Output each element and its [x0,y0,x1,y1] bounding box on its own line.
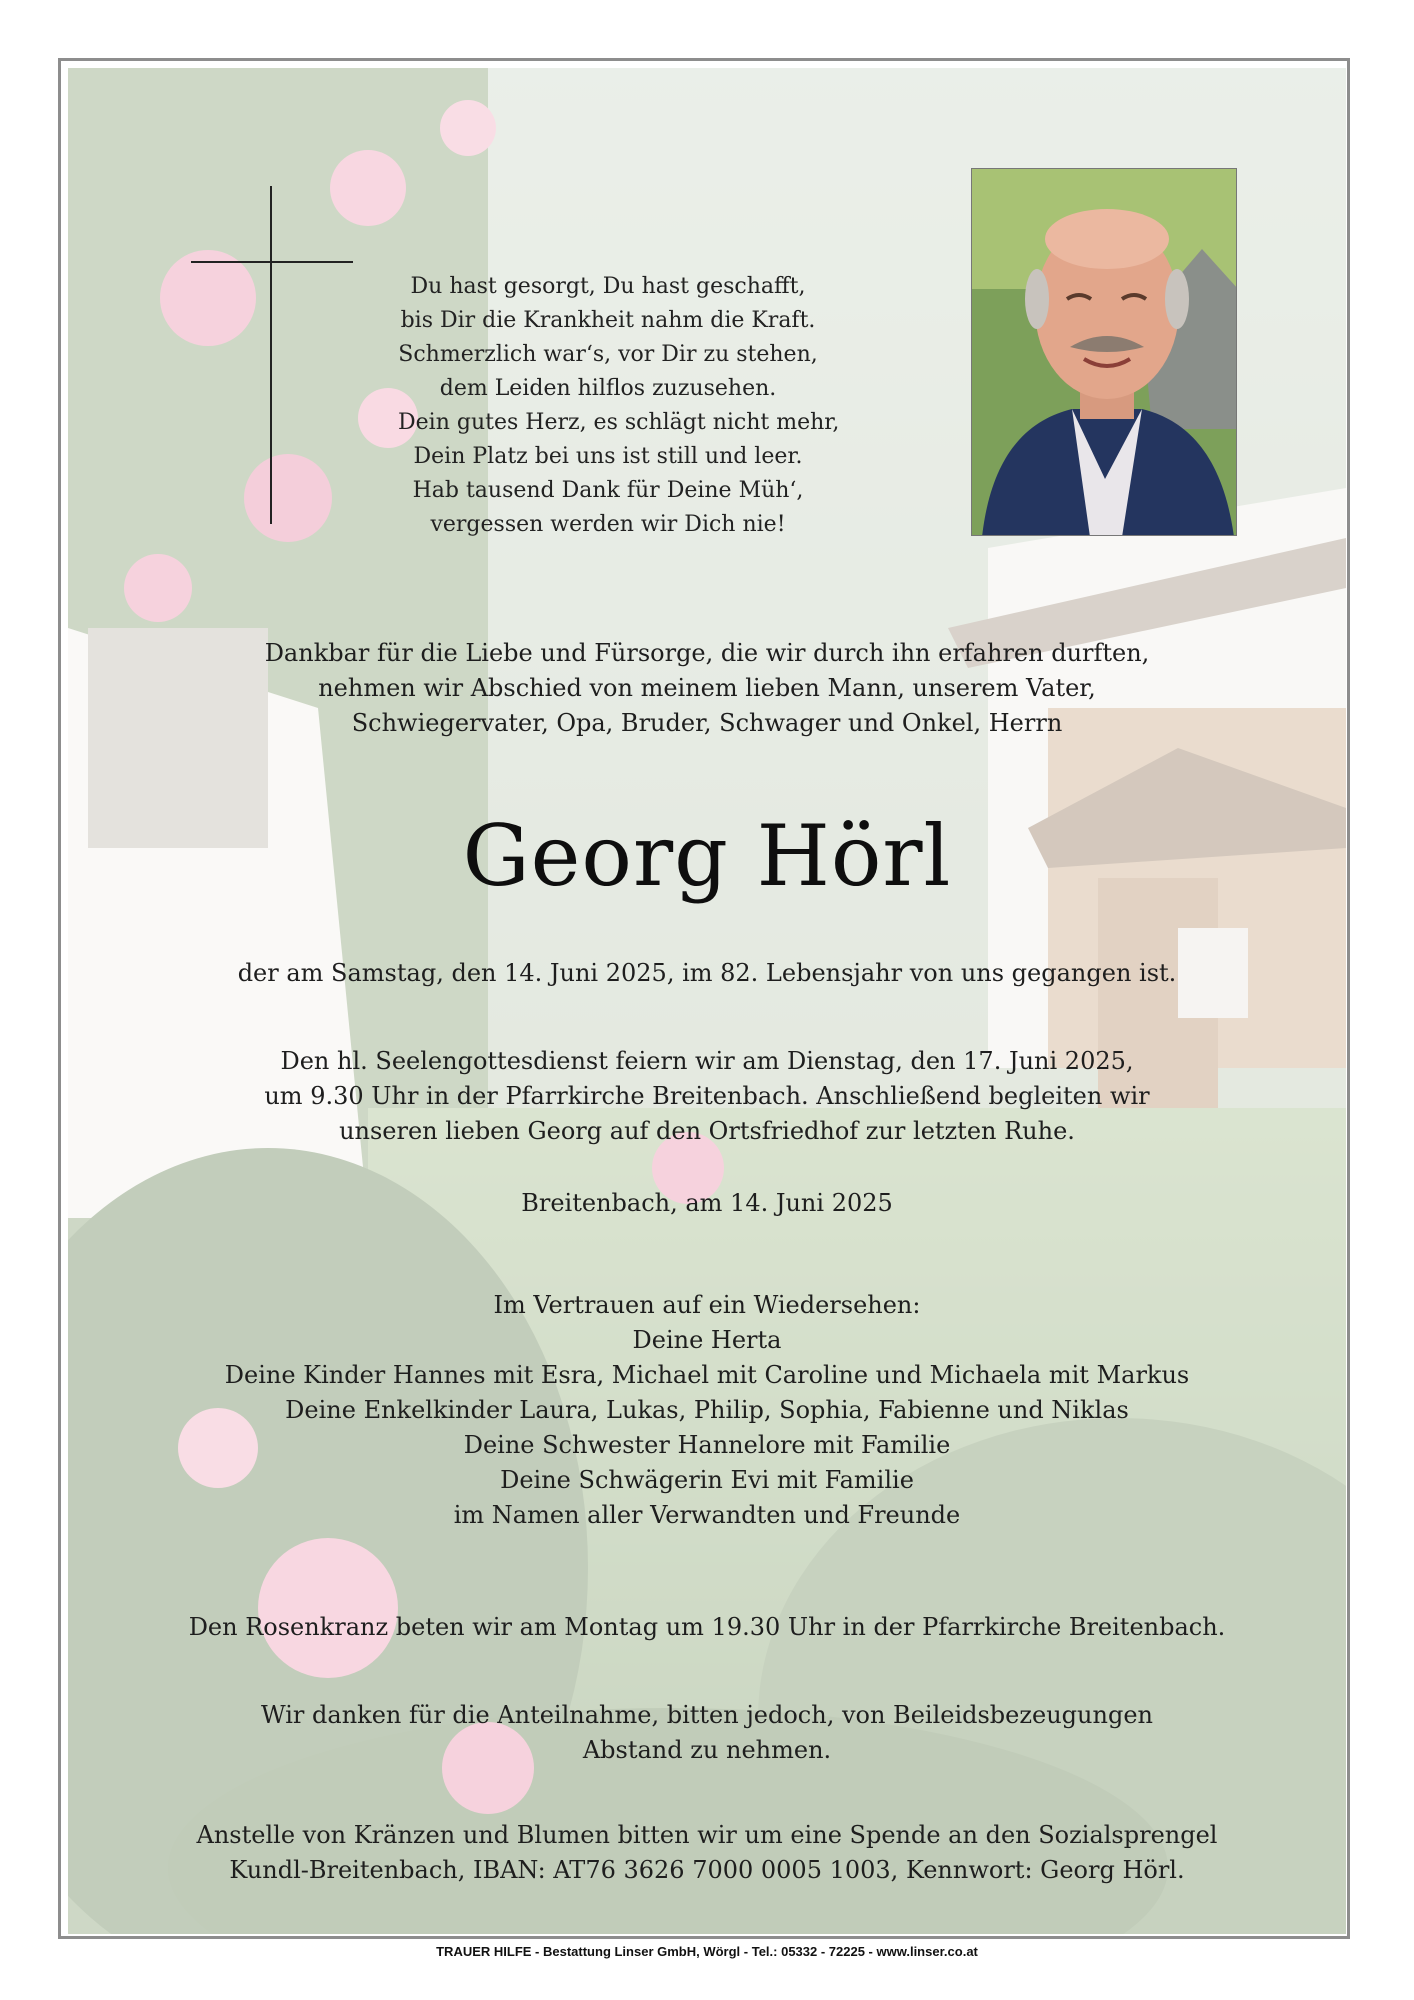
poem-line: dem Leiden hilflos zuzusehen. [439,376,777,401]
place-date [68,1186,1346,1221]
mourner-line: im Namen aller Verwandten und Freunde [453,1501,961,1529]
rosary-line: Den Rosenkranz beten wir am Montag um 19.30 Uhr in der Pfarrkirche Breitenbach. [188,1613,1226,1641]
condolence-line: Abstand zu nehmen. [582,1736,832,1764]
poem [398,270,840,542]
cross-icon-bar [191,261,353,263]
death-notice-line: der am Samstag, den 14. Juni 2025, im 82. Lebensjahr von uns gegangen ist. [237,959,1177,987]
condolence-text [68,1698,1346,1768]
intro-text [68,636,1346,741]
portrait-photo [971,168,1237,536]
cross-icon [270,186,272,524]
poem-line: bis Dir die Krankheit nahm die Kraft. [400,308,816,333]
death-notice [68,956,1346,991]
mourner-line: Deine Herta [632,1326,782,1354]
donation-text [68,1818,1346,1888]
service-line: um 9.30 Uhr in der Pfarrkirche Breitenbach. Anschließend begleiten wir [264,1082,1150,1110]
poem-line: Dein Platz bei uns ist still und leer. [413,444,803,469]
donation-line: Kundl-Breitenbach, IBAN: AT76 3626 7000 0005 1003, Kennwort: Georg Hörl. [229,1856,1185,1884]
footer-imprint: TRAUER HILFE - Bestattung Linser GmbH, Wörgl - Tel.: 05332 - 72225 - www.linser.co.at [436,1944,978,1959]
service-line: unseren lieben Georg auf den Ortsfriedhof zur letzten Ruhe. [339,1117,1075,1145]
mourner-line: Im Vertrauen auf ein Wiedersehen: [493,1291,921,1319]
poem-line: Hab tausend Dank für Deine Müh‘, [412,478,804,503]
intro-line: Dankbar für die Liebe und Fürsorge, die wir durch ihn erfahren durften, [264,639,1150,667]
obituary-content [68,68,1346,1934]
poem-line: vergessen werden wir Dich nie! [430,512,786,537]
intro-line: Schwiegervater, Opa, Bruder, Schwager und Onkel, Herrn [351,709,1063,737]
mourner-line: Deine Enkelkinder Laura, Lukas, Philip, Sophia, Fabienne und Niklas [285,1396,1129,1424]
poem-line: Schmerzlich war‘s, vor Dir zu stehen, [398,342,818,367]
service-line: Den hl. Seelengottesdienst feiern wir am Dienstag, den 17. Juni 2025, [280,1047,1134,1075]
donation-line: Anstelle von Kränzen und Blumen bitten wir um eine Spende an den Sozialsprengel [196,1821,1218,1849]
mourner-line: Deine Kinder Hannes mit Esra, Michael mit Caroline und Michaela mit Markus [224,1361,1190,1389]
poem-line: Du hast gesorgt, Du hast geschafft, [410,274,806,299]
mourner-line: Deine Schwägerin Evi mit Familie [500,1466,914,1494]
deceased-name: Georg Hörl [462,807,952,905]
mourners-list [68,1288,1346,1533]
mourner-line: Deine Schwester Hannelore mit Familie [463,1431,951,1459]
poem-line: Dein gutes Herz, es schlägt nicht mehr, [398,410,840,435]
place-date-line: Breitenbach, am 14. Juni 2025 [521,1189,893,1217]
intro-line: nehmen wir Abschied von meinem lieben Mann, unserem Vater, [318,674,1096,702]
condolence-line: Wir danken für die Anteilnahme, bitten jedoch, von Beileidsbezeugungen [261,1701,1153,1729]
rosary-text [68,1610,1346,1645]
service-text [68,1044,1346,1149]
